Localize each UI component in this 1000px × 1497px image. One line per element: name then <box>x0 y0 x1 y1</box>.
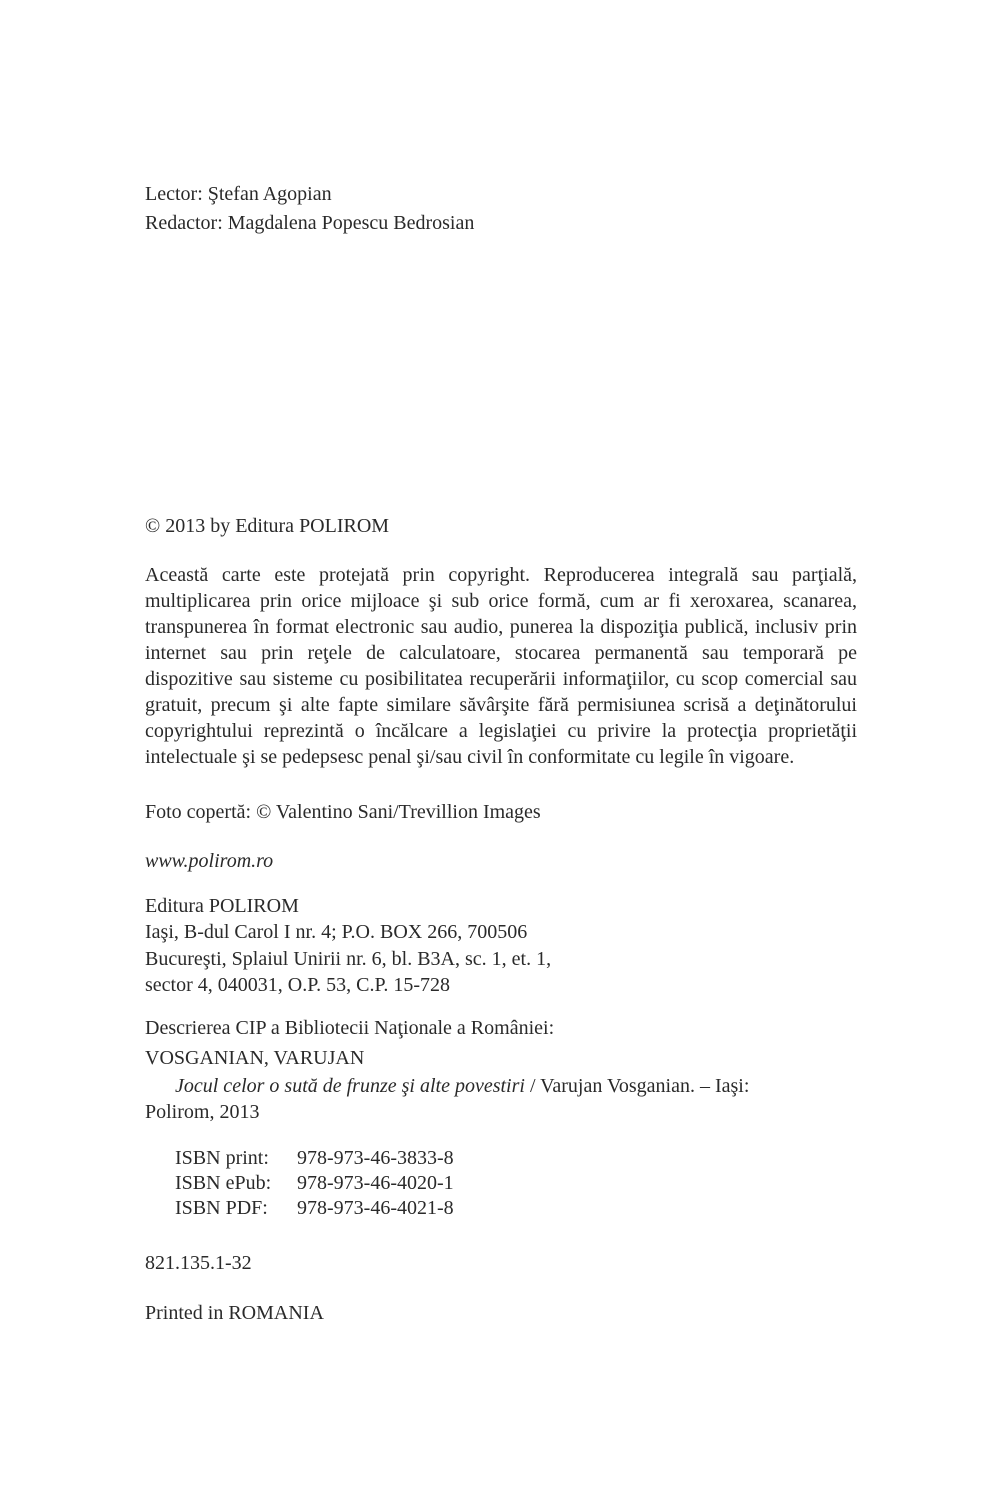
isbn-print-row <box>175 1145 454 1171</box>
printed-in: Printed in ROMANIA <box>145 1302 324 1324</box>
isbn-print-label: ISBN print: <box>175 1147 269 1169</box>
isbn-epub-label: ISBN ePub: <box>175 1172 272 1194</box>
lector-credit: Lector: Ştefan Agopian <box>145 183 332 205</box>
publisher-address-bucuresti: Bucureşti, Splaiul Unirii nr. 6, bl. B3A, sc. 1, et. 1, <box>145 948 552 970</box>
isbn-epub-value: 978-973-46-4020-1 <box>297 1172 454 1194</box>
redactor-credit: Redactor: Magdalena Popescu Bedrosian <box>145 212 475 234</box>
isbn-pdf-label: ISBN PDF: <box>175 1197 268 1219</box>
website-link[interactable]: www.polirom.ro <box>145 850 274 872</box>
cip-imprint: Polirom, 2013 <box>145 1101 260 1123</box>
cip-author: VOSGANIAN, VARUJAN <box>145 1047 365 1069</box>
cip-title <box>145 1073 749 1099</box>
isbn-pdf-value: 978-973-46-4021-8 <box>297 1197 454 1219</box>
cip-title-rest: / Varujan Vosganian. – Iaşi: <box>524 1075 750 1097</box>
photo-credit: Foto copertă: © Valentino Sani/Trevillion Images <box>145 801 541 823</box>
isbn-pdf-row <box>175 1195 454 1221</box>
cip-title-italic: Jocul celor o sută de frunze şi alte povestiri <box>175 1075 525 1097</box>
publisher-address-iasi: Iaşi, B-dul Carol I nr. 4; P.O. BOX 266, 700506 <box>145 921 528 943</box>
copyright-notice: Această carte este protejată prin copyright. Reproducerea integrală sau parţială, multiplicarea prin orice mijloace şi sub orice formă, cum ar fi xeroxarea, scanarea, transpunerea în format electronic sau audio, punerea la dispoziţia publică, inclusiv prin internet sau prin reţele de calculatoare, stocarea permanentă sau temporară pe dispozitive sau sisteme cu posibilitatea recuperării informaţiilor, cu scop comercial sau gratuit, precum şi alte fapte similare săvârşite fără permisiunea scrisă a deţinătorului copyrightului reprezintă o încălcare a legislaţiei cu privire la protecţia proprietăţii intelectuale şi se pedepsesc penal şi/sau civil în conformitate cu legile în vigoare. <box>145 564 857 768</box>
isbn-print-value: 978-973-46-3833-8 <box>297 1147 454 1169</box>
isbn-epub-row <box>175 1170 454 1196</box>
copyright-line: © 2013 by Editura POLIROM <box>145 515 390 537</box>
classification-code: 821.135.1-32 <box>145 1252 252 1274</box>
cip-heading: Descrierea CIP a Bibliotecii Naţionale a României: <box>145 1017 555 1039</box>
publisher-address-sector: sector 4, 040031, O.P. 53, C.P. 15-728 <box>145 974 451 996</box>
publisher-name: Editura POLIROM <box>145 895 299 917</box>
